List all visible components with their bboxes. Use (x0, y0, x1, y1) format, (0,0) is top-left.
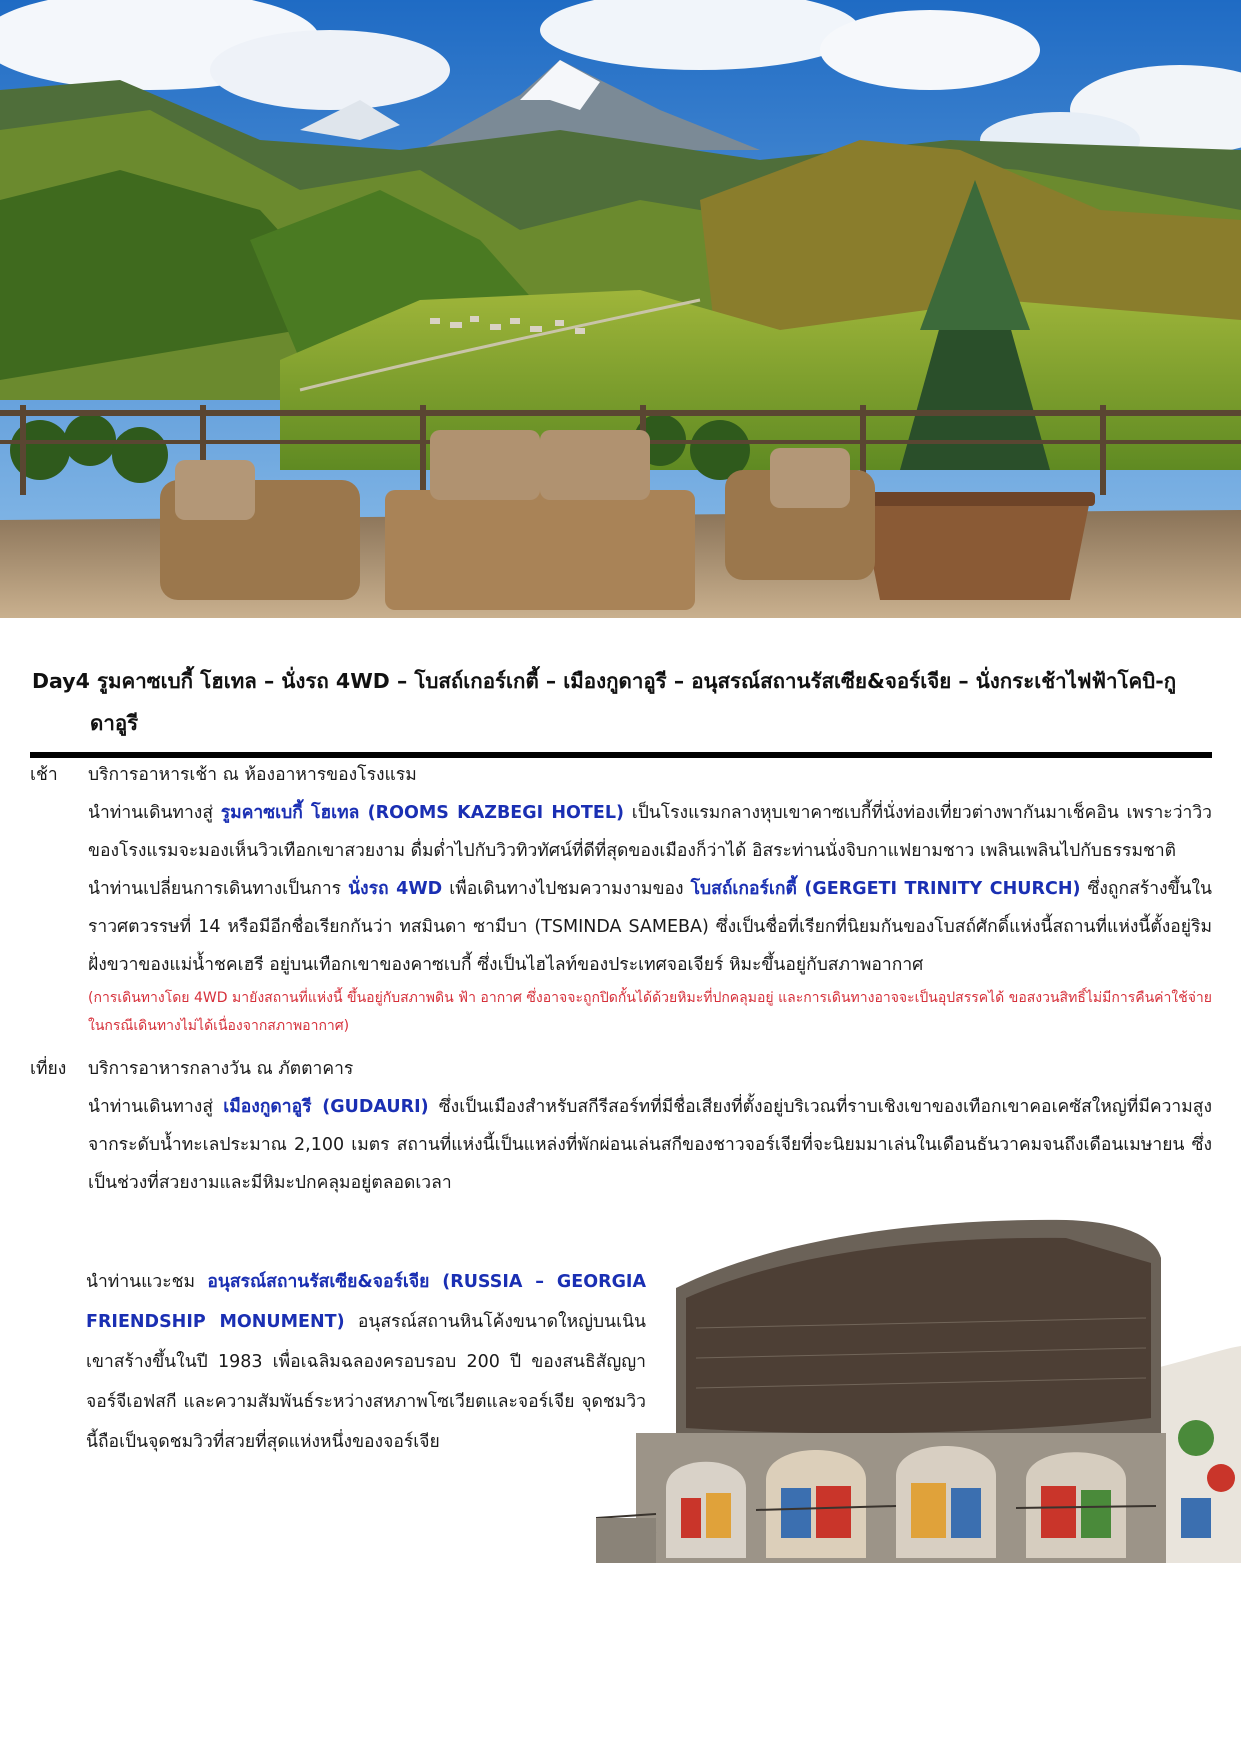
day-title-line2: ดาอูรี (90, 711, 139, 735)
text-run: อนุสรณ์สถานหินโค้งขนาดใหญ่บนเนินเขาสร้างขึ้นในปี 1983 เพื่อเฉลิมฉลองครอบรอบ 200 ปี ของสนธิสัญญาจอร์จีเอฟสกี และความสัมพันธ์ระหว่างสหภาพโซเวียตและจอร์เจีย จุดชมวิวนี้ถือเป็นจุดชมวิวที่สวยที่สุดแห่งหนึ่งของจอร์เจีย (86, 1312, 646, 1452)
day-title (32, 660, 1212, 744)
text-run: นำท่านเดินทางสู่ (88, 1097, 224, 1117)
noon-section (30, 1050, 1212, 1210)
meal-label-morning: เช้า (30, 765, 58, 785)
breakfast-line: บริการอาหารเช้า ณ ห้องอาหารของโรงแรม (88, 765, 417, 785)
text-run: นำท่านแวะชม (86, 1272, 208, 1292)
weather-note: (การเดินทางโดย 4WD มายังสถานที่แห่งนี้ ขึ้นอยู่กับสภาพดิน ฟ้า อากาศ ซึ่งอาจจะถูกปิดกั้นได้ด้วยหิมะที่ปกคลุมอยู่ และการเดินทางอาจจะเป็นอุปสรรคได้ ขอสงวนสิทธิ์ไม่มีการคืนค่าใช้จ่ายในกรณีเดินทางไม่ได้เนื่องจากสภาพอากาศ) (88, 990, 1212, 1034)
day-title-line1: Day4 รูมคาซเบกี้ โฮเทล – นั่งรถ 4WD – โบสถ์เกอร์เกตี้ – เมืองกูดาอูรี – อนุสรณ์สถานรัสเซีย&จอร์เจีย – นั่งกระเช้าไฟฟ้าโคบิ-กู (32, 669, 1177, 693)
hotel-name: รูมคาซเบกี้ โฮเทล (ROOMS KAZBEGI HOTEL) (220, 803, 624, 823)
monument-name: อนุสรณ์สถานรัสเซีย&จอร์เจีย (RUSSIA – GEORGIA FRIENDSHIP MONUMENT) (86, 1272, 646, 1332)
text-run: ซึ่งเป็นเมืองสำหรับสกีรีสอร์ทที่มีชื่อเสียงที่ตั้งอยู่บริเวณที่ราบเชิงเขาของเทือกเขาคอเคซัสใหญ่ที่มีความสูงจากระดับน้ำทะเลประมาณ 2,100 เมตร สถานที่แห่งนี้เป็นแหล่งที่พักผ่อนเล่นสกีของชาวจอร์เจียที่จะนิยมมาเล่นในเดือนธันวาคมจนถึงเดือนเมษายน ซึ่งเป็นช่วงที่สวยงามและมีหิมะปกคลุมอยู่ตลอดเวลา (88, 1097, 1212, 1193)
noon-text (88, 1050, 1212, 1202)
morning-text (88, 756, 1212, 1040)
friendship-monument-illustration (596, 1218, 1241, 1576)
text-run: นำท่านเปลี่ยนการเดินทางเป็นการ (88, 879, 349, 899)
gudauri-paragraph (88, 1088, 1212, 1202)
monument-paragraph (86, 1262, 646, 1462)
text-run: เป็นโรงแรมกลางหุบเขาคาซเบกี้ที่นั่งท่องเที่ยวต่างพากันมาเช็คอิน เพราะว่าวิวของโรงแรมจะมองเห็นวิวเทือกเขาสวยงาม ดื่มด่ำไปกับวิวทิวทัศน์ที่ดีที่สุดของเมืองก็ว่าได้ อิสระท่านนั่งจิบกาแฟยามชาว เพลินเพลินไปกับธรรมชาติ (88, 803, 1212, 861)
text-run: เพื่อเดินทางไปชมความงามของ (442, 879, 691, 899)
text-run: นำท่านเดินทางสู่ (88, 803, 221, 823)
4wd-highlight: นั่งรถ 4WD (348, 879, 443, 899)
text-run: ซึ่งถูกสร้างขึ้นในราวศตวรรษที่ 14 หรือมีอีกชื่อเรียกกันว่า ทสมินดา ซามีบา (TSMINDA SAMEBA) ซึ่งเป็นชื่อที่เรียกที่นิยมกันของโบสถ์ศักดิ์แห่งนี้สถานที่แห่งนี้ตั้งอยู่ริมฝั่งขวาของแม่น้ำชคเฮรี อยู่บนเทือกเขาของคาซเบกี้ ซึ่งเป็นไฮไลท์ของประเทศจอเจียร์ หิมะขึ้นอยู่กับสภาพอากาศ (88, 879, 1213, 975)
church-paragraph (88, 870, 1212, 984)
church-name: โบสถ์เกอร์เกตี้ (GERGETI TRINITY CHURCH) (690, 879, 1081, 899)
morning-section (30, 756, 1212, 1046)
kazbegi-terrace-illustration (0, 0, 1241, 618)
hero-photo (0, 0, 1241, 618)
gudauri-name: เมืองกูดาอูรี (GUDAURI) (223, 1097, 429, 1117)
monument-photo (596, 1218, 1241, 1576)
lunch-line: บริการอาหารกลางวัน ณ ภัตตาคาร (88, 1059, 354, 1079)
hotel-paragraph (88, 794, 1212, 870)
meal-label-noon: เที่ยง (30, 1059, 67, 1079)
